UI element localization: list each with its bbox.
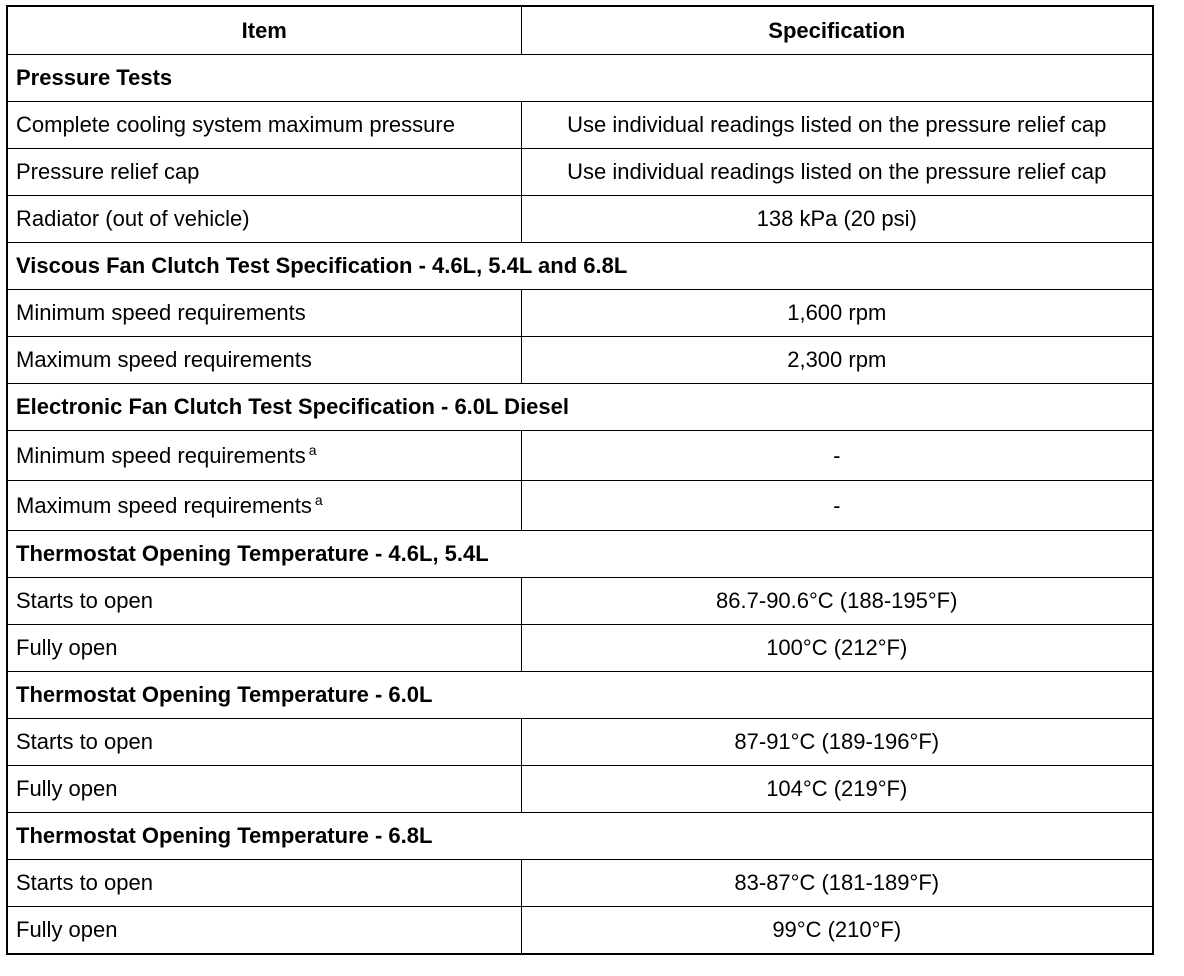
item-cell	[7, 431, 521, 481]
column-header-item: Item	[7, 6, 521, 55]
spec-cell: 104°C (219°F)	[521, 766, 1153, 813]
table-row	[7, 337, 1153, 384]
item-cell: Pressure relief cap	[7, 149, 521, 196]
item-cell: Starts to open	[7, 578, 521, 625]
spec-cell: 99°C (210°F)	[521, 907, 1153, 955]
section-row-thermostat-4-6l-5-4l	[7, 531, 1153, 578]
item-cell: Starts to open	[7, 860, 521, 907]
item-cell	[7, 481, 521, 531]
section-title: Thermostat Opening Temperature - 6.8L	[7, 813, 1153, 860]
section-row-thermostat-6-0l	[7, 672, 1153, 719]
spec-cell: 2,300 rpm	[521, 337, 1153, 384]
spec-cell: 87-91°C (189-196°F)	[521, 719, 1153, 766]
table-header-row	[7, 6, 1153, 55]
spec-cell: 86.7-90.6°C (188-195°F)	[521, 578, 1153, 625]
specification-table	[6, 5, 1154, 955]
section-title: Pressure Tests	[7, 55, 1153, 102]
table-row	[7, 290, 1153, 337]
spec-cell: Use individual readings listed on the pressure relief cap	[521, 102, 1153, 149]
table-row	[7, 149, 1153, 196]
section-title: Thermostat Opening Temperature - 4.6L, 5.4L	[7, 531, 1153, 578]
item-cell: Fully open	[7, 766, 521, 813]
spec-cell: 100°C (212°F)	[521, 625, 1153, 672]
item-cell: Complete cooling system maximum pressure	[7, 102, 521, 149]
column-header-specification: Specification	[521, 6, 1153, 55]
footnote-marker: a	[308, 441, 317, 458]
item-text: Minimum speed requirements	[16, 442, 306, 468]
table-row	[7, 578, 1153, 625]
spec-cell: -	[521, 431, 1153, 481]
section-title: Electronic Fan Clutch Test Specification - 6.0L Diesel	[7, 384, 1153, 431]
footnote-marker: a	[314, 491, 323, 508]
section-row-electronic-fan-clutch	[7, 384, 1153, 431]
spec-cell: 83-87°C (181-189°F)	[521, 860, 1153, 907]
section-row-viscous-fan-clutch	[7, 243, 1153, 290]
item-cell: Minimum speed requirements	[7, 290, 521, 337]
item-text: Maximum speed requirements	[16, 492, 312, 518]
table-row	[7, 907, 1153, 955]
table-row	[7, 431, 1153, 481]
item-cell: Maximum speed requirements	[7, 337, 521, 384]
spec-cell: 138 kPa (20 psi)	[521, 196, 1153, 243]
section-row-pressure-tests	[7, 55, 1153, 102]
spec-cell: -	[521, 481, 1153, 531]
table-row	[7, 102, 1153, 149]
table-row	[7, 860, 1153, 907]
section-title: Viscous Fan Clutch Test Specification - 4.6L, 5.4L and 6.8L	[7, 243, 1153, 290]
table-row	[7, 766, 1153, 813]
item-cell: Starts to open	[7, 719, 521, 766]
item-cell: Fully open	[7, 907, 521, 955]
spec-cell: Use individual readings listed on the pressure relief cap	[521, 149, 1153, 196]
table-row	[7, 625, 1153, 672]
table-row	[7, 481, 1153, 531]
section-row-thermostat-6-8l	[7, 813, 1153, 860]
item-cell: Fully open	[7, 625, 521, 672]
section-title: Thermostat Opening Temperature - 6.0L	[7, 672, 1153, 719]
spec-cell: 1,600 rpm	[521, 290, 1153, 337]
item-cell: Radiator (out of vehicle)	[7, 196, 521, 243]
table-row	[7, 719, 1153, 766]
table-row	[7, 196, 1153, 243]
